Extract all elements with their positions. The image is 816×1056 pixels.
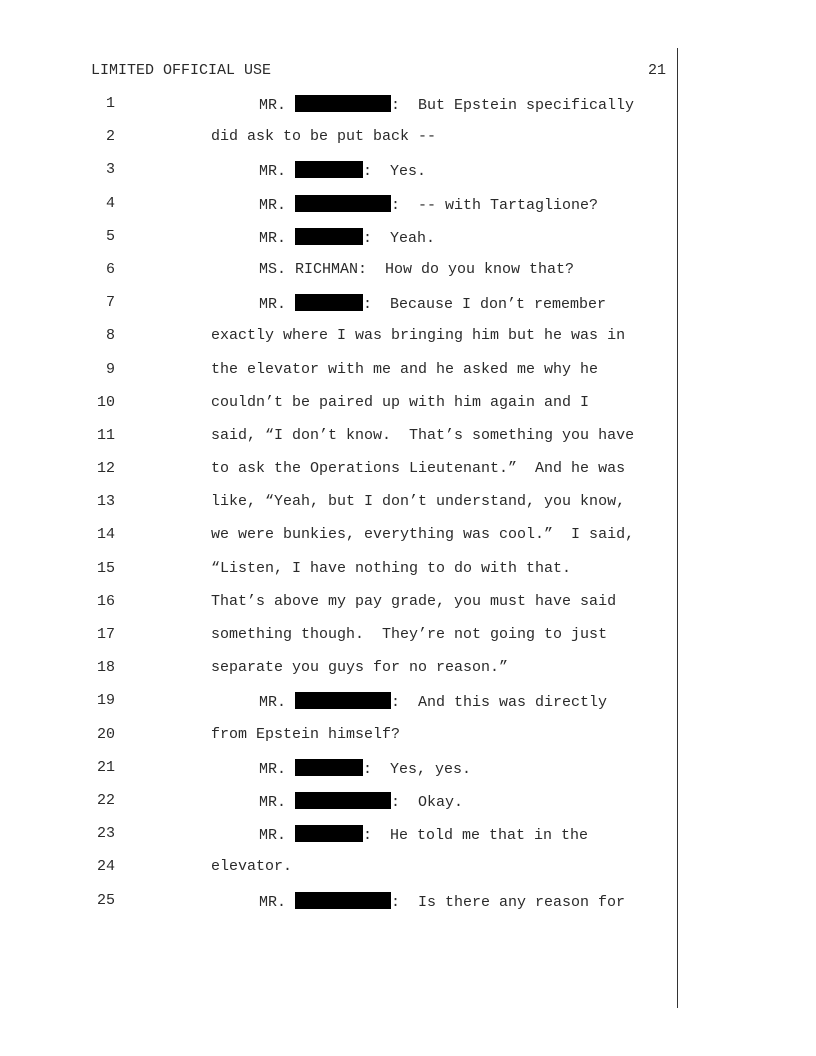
redaction-box bbox=[295, 792, 391, 809]
line-body: did ask to be put back -- bbox=[211, 128, 437, 146]
line-text bbox=[211, 593, 616, 611]
transcript-line bbox=[0, 659, 676, 692]
line-number: 17 bbox=[96, 626, 115, 643]
transcript-line bbox=[0, 593, 676, 626]
line-body: to ask the Operations Lieutenant.” And he was bbox=[211, 460, 626, 478]
line-text bbox=[211, 394, 589, 412]
speaker-prefix: MR. bbox=[259, 827, 296, 845]
line-text bbox=[211, 361, 598, 379]
line-number: 8 bbox=[105, 327, 115, 345]
line-number: 10 bbox=[96, 393, 115, 411]
line-number: 5 bbox=[105, 227, 115, 245]
line-number: 24 bbox=[96, 858, 115, 876]
line-body: separate you guys for no reason.” bbox=[211, 659, 509, 677]
speaker-prefix: MR. bbox=[259, 163, 296, 181]
line-body: : Okay. bbox=[391, 793, 464, 811]
transcript-line bbox=[0, 161, 676, 194]
line-body: the elevator with me and he asked me why he bbox=[211, 360, 599, 378]
line-number: 14 bbox=[96, 526, 115, 544]
transcript-line bbox=[0, 195, 676, 228]
line-number: 12 bbox=[96, 460, 115, 478]
transcript-line bbox=[0, 858, 676, 891]
transcript-line bbox=[0, 792, 676, 825]
line-body: exactly where I was bringing him but he was in bbox=[211, 327, 626, 345]
speaker-prefix: MR. bbox=[259, 760, 296, 778]
redaction-box bbox=[295, 692, 391, 709]
line-text bbox=[259, 759, 471, 779]
line-body: like, “Yeah, but I don’t understand, you know, bbox=[211, 493, 626, 511]
line-text bbox=[259, 692, 607, 712]
transcript-line bbox=[0, 726, 676, 759]
transcript-line bbox=[0, 892, 676, 925]
line-number: 23 bbox=[96, 825, 115, 843]
redaction-box bbox=[295, 892, 391, 909]
redaction-box bbox=[295, 95, 391, 112]
transcript-line bbox=[0, 361, 676, 394]
line-body: said, “I don’t know. That’s something you have bbox=[211, 426, 635, 444]
line-number: 7 bbox=[105, 294, 115, 312]
line-body: couldn’t be paired up with him again and I bbox=[211, 393, 590, 411]
speaker-prefix: MR. bbox=[259, 196, 296, 214]
line-body: MS. RICHMAN: How do you know that? bbox=[259, 260, 575, 278]
transcript-line bbox=[0, 825, 676, 858]
line-number: 15 bbox=[96, 559, 115, 577]
redaction-box bbox=[295, 759, 363, 776]
line-body: “Listen, I have nothing to do with that. bbox=[211, 559, 572, 577]
line-text bbox=[259, 892, 625, 912]
transcript-line bbox=[0, 692, 676, 725]
line-body: : He told me that in the bbox=[363, 827, 589, 845]
redaction-box bbox=[295, 228, 363, 245]
transcript-line bbox=[0, 261, 676, 294]
transcript-line bbox=[0, 460, 676, 493]
line-body: : Yeah. bbox=[363, 229, 436, 247]
line-text bbox=[211, 128, 436, 146]
line-text bbox=[211, 726, 400, 744]
line-body: : -- with Tartaglione? bbox=[391, 196, 599, 214]
redaction-box bbox=[295, 161, 363, 178]
redaction-box bbox=[295, 294, 363, 311]
line-text bbox=[211, 460, 625, 478]
transcript-line bbox=[0, 95, 676, 128]
line-text bbox=[211, 560, 571, 578]
speaker-prefix: MR. bbox=[259, 893, 296, 911]
line-text bbox=[259, 825, 588, 845]
transcript-line bbox=[0, 626, 676, 659]
transcript-line bbox=[0, 394, 676, 427]
transcript-line bbox=[0, 228, 676, 261]
line-text bbox=[259, 261, 574, 279]
transcript-line bbox=[0, 526, 676, 559]
line-text bbox=[211, 526, 634, 544]
transcript-line bbox=[0, 560, 676, 593]
line-text bbox=[211, 659, 508, 677]
classification-header: LIMITED OFFICIAL USE bbox=[91, 62, 272, 79]
line-body: something though. They’re not going to just bbox=[211, 626, 608, 643]
line-body: : But Epstein specifically bbox=[391, 97, 635, 114]
redaction-box bbox=[295, 825, 363, 842]
transcript-line bbox=[0, 759, 676, 792]
line-text bbox=[211, 626, 607, 644]
line-body: : Yes, yes. bbox=[363, 760, 472, 778]
line-number: 22 bbox=[96, 791, 115, 809]
line-number: 9 bbox=[105, 360, 115, 378]
transcript-line bbox=[0, 128, 676, 161]
speaker-prefix: MR. bbox=[259, 694, 296, 712]
line-text bbox=[259, 95, 634, 115]
line-text bbox=[259, 294, 606, 314]
redaction-box bbox=[295, 195, 391, 212]
line-body: : Is there any reason for bbox=[391, 893, 626, 911]
line-text bbox=[211, 327, 625, 345]
right-margin-rule bbox=[677, 48, 678, 1008]
page-number: 21 bbox=[647, 62, 666, 79]
line-number: 21 bbox=[96, 758, 115, 776]
speaker-prefix: MR. bbox=[259, 793, 296, 811]
transcript-lines bbox=[0, 95, 676, 925]
transcript-line bbox=[0, 493, 676, 526]
line-text bbox=[211, 858, 292, 876]
line-number: 25 bbox=[96, 891, 115, 909]
line-text bbox=[259, 195, 598, 215]
line-body: we were bunkies, everything was cool.” I said, bbox=[211, 526, 635, 544]
line-text bbox=[259, 228, 435, 248]
line-number: 13 bbox=[96, 493, 115, 511]
speaker-prefix: MR. bbox=[259, 296, 296, 314]
line-body: from Epstein himself? bbox=[211, 725, 401, 743]
line-text bbox=[259, 792, 463, 812]
line-number: 20 bbox=[96, 725, 115, 743]
line-body: : Yes. bbox=[363, 163, 427, 181]
line-body: That’s above my pay grade, you must have said bbox=[211, 592, 617, 610]
line-number: 19 bbox=[96, 692, 115, 710]
line-body: elevator. bbox=[211, 858, 293, 876]
line-number: 3 bbox=[105, 161, 115, 179]
line-number: 18 bbox=[96, 659, 115, 677]
line-text bbox=[211, 493, 625, 511]
line-number: 16 bbox=[96, 592, 115, 610]
line-body: : Because I don’t remember bbox=[363, 296, 607, 314]
transcript-line bbox=[0, 427, 676, 460]
line-number: 4 bbox=[105, 194, 115, 212]
line-number: 1 bbox=[105, 95, 115, 112]
line-number: 11 bbox=[96, 426, 115, 444]
line-number: 6 bbox=[105, 260, 115, 278]
line-body: : And this was directly bbox=[391, 694, 608, 712]
speaker-prefix: MR. bbox=[259, 229, 296, 247]
speaker-prefix: MR. bbox=[259, 97, 296, 114]
line-number: 2 bbox=[105, 128, 115, 146]
transcript-line bbox=[0, 294, 676, 327]
line-text bbox=[211, 427, 634, 445]
line-text bbox=[259, 161, 426, 181]
transcript-line bbox=[0, 327, 676, 360]
